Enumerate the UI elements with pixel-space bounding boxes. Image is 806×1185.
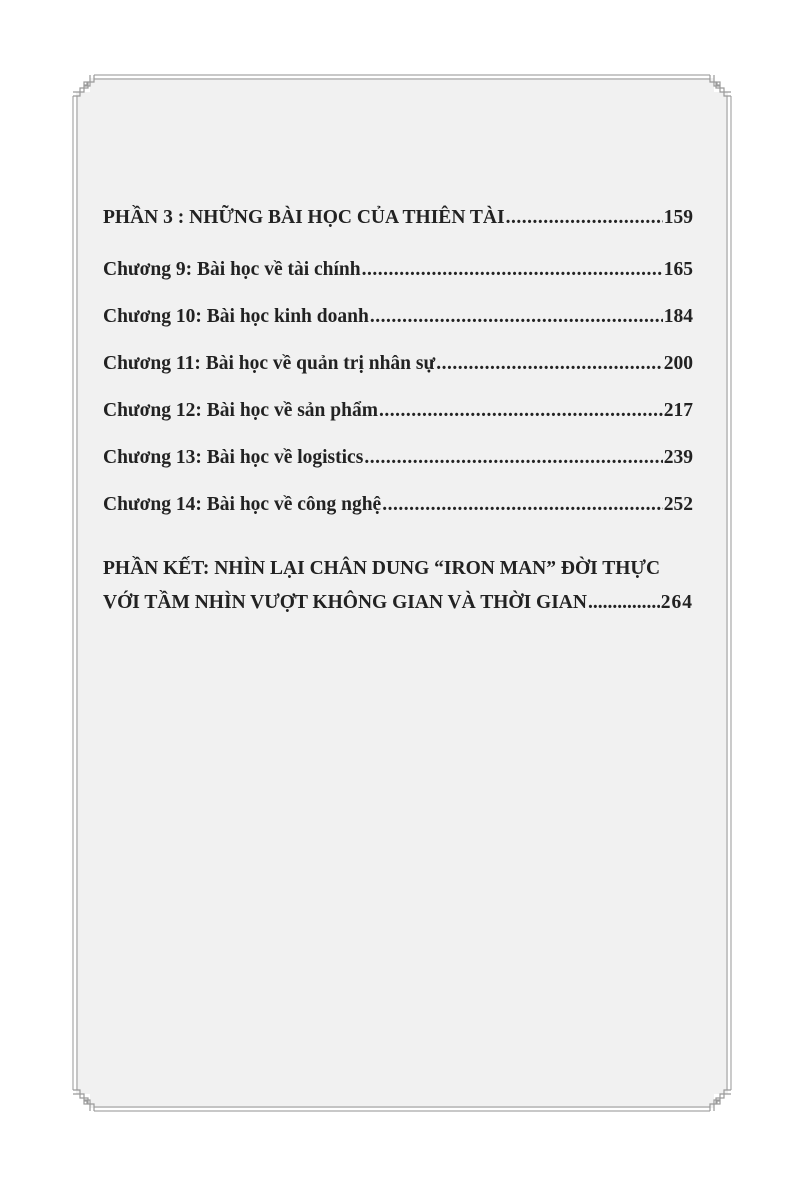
toc-chapter-12[interactable] bbox=[103, 387, 693, 434]
toc-chapter-11[interactable] bbox=[103, 340, 693, 387]
ending-title-line-2-row bbox=[103, 586, 693, 620]
dot-leader bbox=[362, 246, 663, 293]
chapter-page: 217 bbox=[663, 400, 693, 421]
toc-chapter-13[interactable] bbox=[103, 434, 693, 481]
chapter-page: 239 bbox=[663, 447, 693, 468]
ending-page: 264 bbox=[660, 592, 693, 613]
chapter-page: 165 bbox=[663, 259, 693, 280]
toc-chapter-9[interactable] bbox=[103, 246, 693, 293]
chapter-page: 252 bbox=[663, 494, 693, 515]
chapter-title: Chương 14: Bài học về công nghệ bbox=[103, 494, 382, 515]
toc-ending[interactable] bbox=[103, 552, 693, 620]
chapter-title: Chương 12: Bài học về sản phẩm bbox=[103, 400, 378, 421]
part-3-title: PHẦN 3 : NHỮNG BÀI HỌC CỦA THIÊN TÀI bbox=[103, 207, 505, 228]
chapter-title: Chương 13: Bài học về logistics bbox=[103, 447, 364, 468]
dot-leader bbox=[436, 340, 663, 387]
chapter-title: Chương 11: Bài học về quản trị nhân sự bbox=[103, 353, 436, 374]
chapter-page: 200 bbox=[663, 353, 693, 374]
toc-chapter-14[interactable] bbox=[103, 481, 693, 528]
ending-title-line-1: PHẦN KẾT: NHÌN LẠI CHÂN DUNG “IRON MAN” ĐỜI THỰC bbox=[103, 558, 661, 579]
chapter-title: Chương 9: Bài học về tài chính bbox=[103, 259, 361, 280]
dot-leader bbox=[382, 481, 663, 528]
chapter-page: 184 bbox=[663, 306, 693, 327]
dot-leader bbox=[379, 387, 663, 434]
chapter-title: Chương 10: Bài học kinh doanh bbox=[103, 306, 369, 327]
part-3-page: 159 bbox=[663, 207, 693, 228]
table-of-contents bbox=[103, 200, 693, 620]
toc-chapter-10[interactable] bbox=[103, 293, 693, 340]
ending-title-line-2: VỚI TẦM NHÌN VƯỢT KHÔNG GIAN VÀ THỜI GIAN bbox=[103, 592, 587, 613]
dot-leader bbox=[370, 293, 663, 340]
dot-leader bbox=[588, 586, 660, 620]
dot-leader bbox=[364, 434, 662, 481]
dot-leader bbox=[506, 200, 663, 236]
toc-part-3[interactable] bbox=[103, 200, 693, 236]
